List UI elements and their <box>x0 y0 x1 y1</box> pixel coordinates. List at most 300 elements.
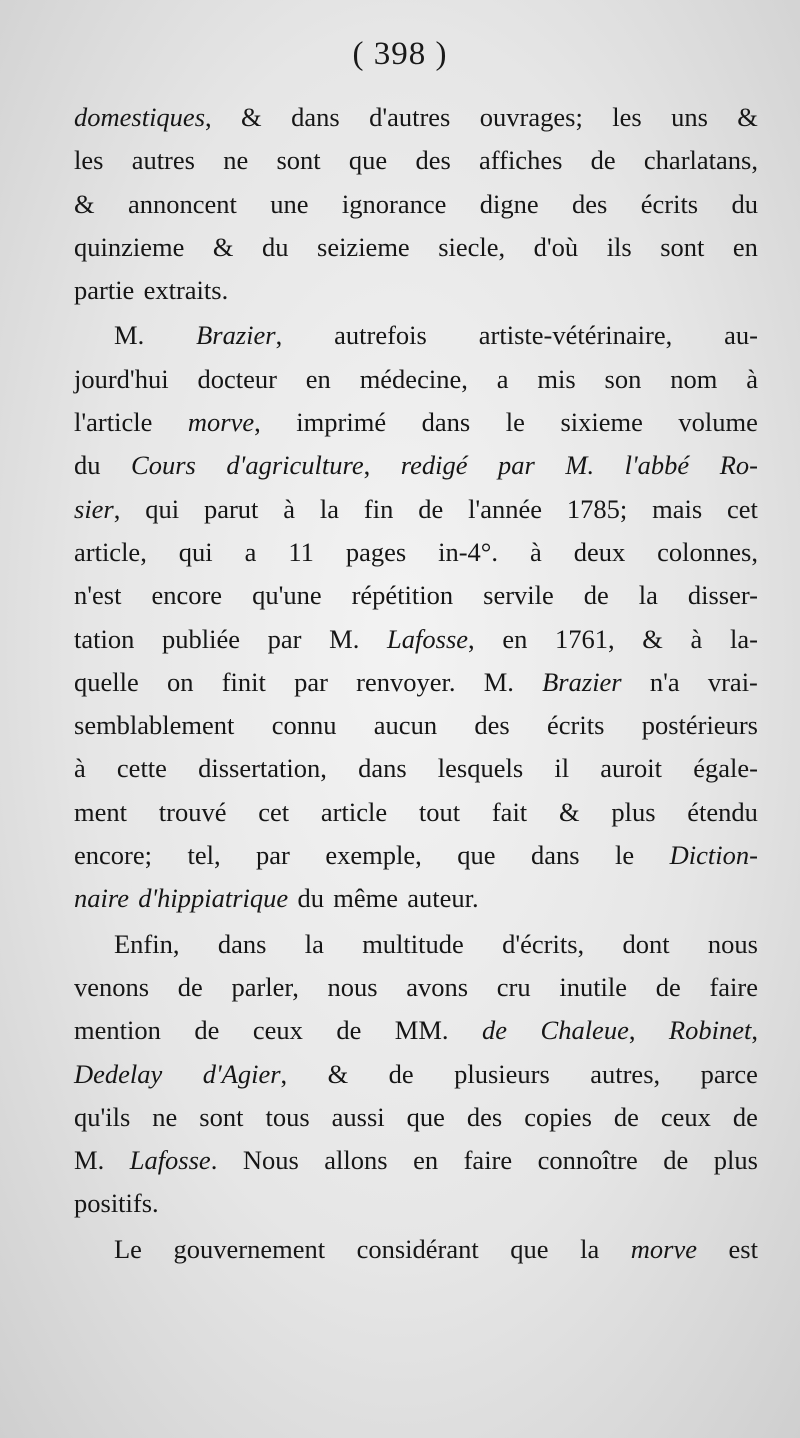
word <box>559 966 627 1009</box>
text: sont <box>199 1101 244 1132</box>
text: son <box>604 363 642 394</box>
text: considérant <box>356 1233 479 1264</box>
word <box>639 574 658 617</box>
word <box>387 618 475 661</box>
text: d'écrits, <box>502 928 585 959</box>
text: répétition <box>351 580 454 611</box>
text: d'où <box>533 231 579 262</box>
text: 11 <box>288 536 314 567</box>
text-line <box>74 966 758 1009</box>
word <box>483 574 554 617</box>
word <box>454 1053 550 1096</box>
word <box>572 183 607 226</box>
text: nous <box>327 971 378 1002</box>
text-line <box>74 96 758 139</box>
text: article, <box>74 536 147 567</box>
word <box>438 747 523 790</box>
text: plus <box>611 796 656 827</box>
word <box>145 488 179 531</box>
text: in-4°. <box>438 536 499 567</box>
word <box>178 966 203 1009</box>
italic-text: morve <box>630 1233 697 1264</box>
word <box>114 1228 142 1271</box>
word <box>687 791 758 834</box>
text: , <box>275 320 283 351</box>
word <box>74 618 134 661</box>
word <box>502 923 584 966</box>
word <box>497 966 531 1009</box>
word <box>74 1139 104 1182</box>
text: sixieme <box>560 407 643 438</box>
word <box>128 183 237 226</box>
text: volume <box>678 407 758 438</box>
word <box>590 1053 660 1096</box>
text: & <box>737 102 758 132</box>
word <box>650 661 680 704</box>
text-line <box>74 314 758 357</box>
text: & <box>642 623 663 654</box>
text: n'est <box>74 580 122 611</box>
word <box>159 791 227 834</box>
text: nom <box>670 363 718 394</box>
word <box>438 226 505 269</box>
paragraph <box>74 314 758 920</box>
text: mis <box>537 363 576 394</box>
word <box>231 966 298 1009</box>
word <box>276 139 320 182</box>
italic-text: morve <box>187 407 255 438</box>
text: mais <box>652 493 703 524</box>
text: la <box>580 1233 600 1264</box>
text-line <box>74 661 758 704</box>
text: que <box>406 1101 445 1132</box>
text: par <box>294 666 328 697</box>
word <box>369 96 450 139</box>
text: cru <box>496 971 531 1002</box>
word <box>537 358 575 401</box>
text: charlatans, <box>643 145 758 176</box>
text: autres <box>131 145 195 176</box>
word <box>510 1228 548 1271</box>
text: cette <box>116 753 167 784</box>
italic-text: Ro- <box>719 450 758 481</box>
text: & <box>558 796 580 827</box>
word <box>74 966 149 1009</box>
text: inutile <box>559 971 628 1002</box>
word <box>547 704 604 747</box>
text-line <box>74 1009 758 1052</box>
word <box>317 226 410 269</box>
text: faire <box>463 1145 513 1176</box>
word <box>74 183 95 226</box>
text: M. <box>483 666 514 697</box>
body-text <box>74 96 758 1271</box>
word <box>262 226 289 269</box>
italic-text: sier <box>74 493 114 524</box>
word <box>306 358 331 401</box>
text: colonnes, <box>657 536 758 567</box>
word <box>701 1053 758 1096</box>
text: à <box>529 536 542 567</box>
word <box>565 444 594 487</box>
text: parler, <box>231 971 299 1002</box>
text: le <box>505 407 525 438</box>
text: par <box>267 623 302 654</box>
word <box>498 444 535 487</box>
text-line <box>74 226 758 269</box>
text: au- <box>724 320 758 351</box>
word <box>173 1228 325 1271</box>
text: est <box>728 1233 758 1264</box>
text: ne <box>223 145 249 176</box>
text: on <box>166 666 194 697</box>
word <box>591 139 616 182</box>
text: dans <box>291 102 340 132</box>
word <box>733 226 758 269</box>
text: multitude <box>362 928 464 959</box>
text: a <box>496 363 509 394</box>
word <box>213 226 234 269</box>
italic-text: de <box>482 1015 508 1046</box>
italic-text: par <box>498 450 535 481</box>
text: de <box>418 493 444 524</box>
word <box>258 791 289 834</box>
text-line <box>74 747 758 790</box>
italic-text: d'agriculture <box>226 450 364 481</box>
text: renvoyer. <box>356 666 456 697</box>
text: M. <box>74 1145 105 1176</box>
text: MM. <box>394 1015 449 1046</box>
text: dans <box>358 753 407 784</box>
word <box>196 314 282 357</box>
word <box>198 747 327 790</box>
word <box>407 877 478 920</box>
text: annoncent <box>128 188 237 219</box>
text: de <box>655 971 681 1002</box>
word <box>670 358 717 401</box>
text: & <box>74 188 95 219</box>
text: M. <box>329 623 360 654</box>
word <box>74 877 129 920</box>
word <box>252 574 322 617</box>
text: de <box>177 971 203 1002</box>
word <box>480 96 583 139</box>
word <box>283 488 295 531</box>
italic-text: redigé <box>400 450 468 481</box>
text: plusieurs <box>454 1058 550 1089</box>
word <box>356 661 455 704</box>
text: que <box>510 1233 549 1264</box>
italic-text: d'Agier <box>202 1058 281 1089</box>
word <box>74 226 184 269</box>
text: extraits. <box>143 275 229 306</box>
word <box>457 834 495 877</box>
text: il <box>554 753 570 784</box>
word <box>197 358 276 401</box>
word <box>203 1053 287 1096</box>
word <box>74 747 86 790</box>
text: , <box>113 493 121 524</box>
word <box>334 314 427 357</box>
word <box>74 401 152 444</box>
text: auroit <box>600 753 663 784</box>
text: à <box>690 623 703 654</box>
text: , <box>628 1015 636 1046</box>
text: la <box>638 580 658 611</box>
text-line <box>74 834 758 877</box>
text: uns <box>671 102 708 132</box>
text: docteur <box>197 363 277 394</box>
word <box>729 1228 758 1271</box>
word <box>333 877 398 920</box>
text: 1785; <box>566 493 628 524</box>
word <box>479 314 672 357</box>
text: . <box>210 1145 218 1176</box>
text: Le <box>114 1233 142 1264</box>
text: des <box>474 710 510 741</box>
text: que <box>348 145 388 176</box>
italic-text: Chaleue <box>540 1015 629 1046</box>
word <box>468 488 542 531</box>
text: siecle, <box>438 231 506 262</box>
word <box>114 923 180 966</box>
word <box>74 661 139 704</box>
word <box>336 1009 361 1052</box>
text: , <box>363 450 371 481</box>
text: trouvé <box>158 796 227 827</box>
text: auteur. <box>407 883 479 914</box>
text-line <box>74 1053 758 1096</box>
word <box>531 834 580 877</box>
word <box>480 183 539 226</box>
word <box>524 1096 592 1139</box>
text: les <box>612 102 642 132</box>
word <box>530 531 542 574</box>
word <box>678 401 758 444</box>
word <box>574 531 626 574</box>
text: tel, <box>187 840 221 871</box>
word <box>241 96 262 139</box>
word <box>130 1139 218 1182</box>
word <box>641 183 698 226</box>
text: ceux <box>660 1101 711 1132</box>
text: jourd'hui <box>74 363 169 394</box>
word <box>74 1096 130 1139</box>
italic-text: d'hippiatrique <box>138 883 289 914</box>
word <box>482 1009 507 1052</box>
word <box>418 488 443 531</box>
word <box>413 1139 438 1182</box>
text: pages <box>345 536 407 567</box>
word <box>688 574 758 617</box>
text: , <box>205 102 212 132</box>
paragraph <box>74 1228 758 1271</box>
text: exemple, <box>325 840 422 871</box>
text-line <box>74 183 758 226</box>
text: article <box>320 796 388 827</box>
word <box>132 139 195 182</box>
text: qu'une <box>252 580 322 611</box>
text: , <box>751 1015 758 1046</box>
word <box>74 139 103 182</box>
text-line <box>74 444 758 487</box>
text: plus <box>713 1145 758 1176</box>
text: de <box>388 1058 414 1089</box>
text: sont <box>660 231 705 262</box>
word <box>497 358 509 401</box>
word <box>438 531 498 574</box>
word <box>580 1228 599 1271</box>
text: la <box>319 493 340 524</box>
word <box>733 1096 758 1139</box>
word <box>727 488 758 531</box>
text: dans <box>421 407 471 438</box>
text: en <box>732 231 758 262</box>
word <box>74 1053 162 1096</box>
text: l'année <box>468 493 542 524</box>
text-line <box>74 1139 758 1182</box>
word <box>74 791 127 834</box>
text: 1761, <box>554 623 615 654</box>
word <box>625 444 690 487</box>
word <box>502 618 527 661</box>
text: partie <box>74 275 135 306</box>
word <box>320 488 339 531</box>
text: par <box>256 840 290 871</box>
word <box>328 1053 349 1096</box>
word <box>642 704 758 747</box>
text: allons <box>324 1145 388 1176</box>
text: tout <box>418 796 461 827</box>
word <box>305 923 324 966</box>
text: du <box>74 450 101 481</box>
word <box>364 488 393 531</box>
text: du <box>297 883 324 914</box>
text: faire <box>709 971 758 1002</box>
text: affiches <box>479 145 563 176</box>
text: ceux <box>252 1015 303 1046</box>
text: fait <box>491 796 528 827</box>
text: fin <box>363 493 394 524</box>
text: autres, <box>590 1058 661 1089</box>
word <box>622 923 669 966</box>
word <box>492 791 527 834</box>
word <box>631 1228 697 1271</box>
word <box>652 488 702 531</box>
text-line <box>74 269 758 312</box>
text: dissertation, <box>198 753 327 784</box>
italic-text: Brazier <box>196 320 276 351</box>
word <box>714 1139 758 1182</box>
text: parut <box>203 493 259 524</box>
text: de <box>336 1015 362 1046</box>
text-line <box>74 1182 758 1225</box>
text: écrits <box>547 710 605 741</box>
text: ouvrages; <box>479 102 583 132</box>
page-number: ( 398 ) <box>352 36 448 72</box>
word <box>538 1139 638 1182</box>
word <box>724 314 758 357</box>
word <box>720 444 758 487</box>
text-line <box>74 488 758 531</box>
text: a <box>244 536 257 567</box>
word <box>709 966 758 1009</box>
text: & <box>212 231 234 262</box>
word <box>256 834 290 877</box>
word <box>131 444 196 487</box>
text: lesquels <box>437 753 524 784</box>
text: égale- <box>693 753 758 784</box>
word <box>559 791 580 834</box>
italic-text: naire <box>74 883 129 914</box>
text: artiste-vétérinaire, <box>478 320 673 351</box>
text: aussi <box>331 1101 385 1132</box>
word <box>401 444 468 487</box>
word <box>693 747 758 790</box>
text: qui <box>178 536 213 567</box>
word <box>296 401 386 444</box>
text: positifs. <box>74 1188 159 1219</box>
word <box>607 226 632 269</box>
word <box>270 183 308 226</box>
word <box>346 531 406 574</box>
word <box>691 618 703 661</box>
word <box>534 226 579 269</box>
text: n'a <box>649 666 680 697</box>
word <box>151 574 222 617</box>
word <box>74 488 120 531</box>
word <box>74 704 234 747</box>
word <box>357 1228 479 1271</box>
word <box>484 661 514 704</box>
text: à <box>74 753 86 784</box>
text: les <box>74 145 104 176</box>
word <box>644 139 758 182</box>
word <box>584 574 609 617</box>
text: écrits <box>640 188 699 219</box>
word <box>117 747 167 790</box>
text: de <box>194 1015 220 1046</box>
word <box>74 96 212 139</box>
word <box>614 1096 639 1139</box>
word <box>74 834 152 877</box>
word <box>567 488 627 531</box>
text-line <box>74 618 758 661</box>
text: d'autres <box>369 102 451 132</box>
word <box>467 1096 502 1139</box>
text: imprimé <box>296 407 387 438</box>
word <box>605 358 642 401</box>
text-line <box>74 704 758 747</box>
text-line <box>74 1096 758 1139</box>
word <box>74 1182 159 1225</box>
word <box>389 1053 414 1096</box>
word <box>406 966 468 1009</box>
word <box>74 1009 161 1052</box>
text-line <box>74 358 758 401</box>
word <box>291 96 340 139</box>
word <box>138 877 288 920</box>
word <box>746 358 758 401</box>
text: dans <box>217 928 267 959</box>
italic-text: Lafosse <box>129 1145 211 1176</box>
word <box>167 661 194 704</box>
text: finit <box>221 666 266 697</box>
text: M. <box>114 320 145 351</box>
word <box>74 574 121 617</box>
text-line <box>74 401 758 444</box>
text: avons <box>406 971 469 1002</box>
